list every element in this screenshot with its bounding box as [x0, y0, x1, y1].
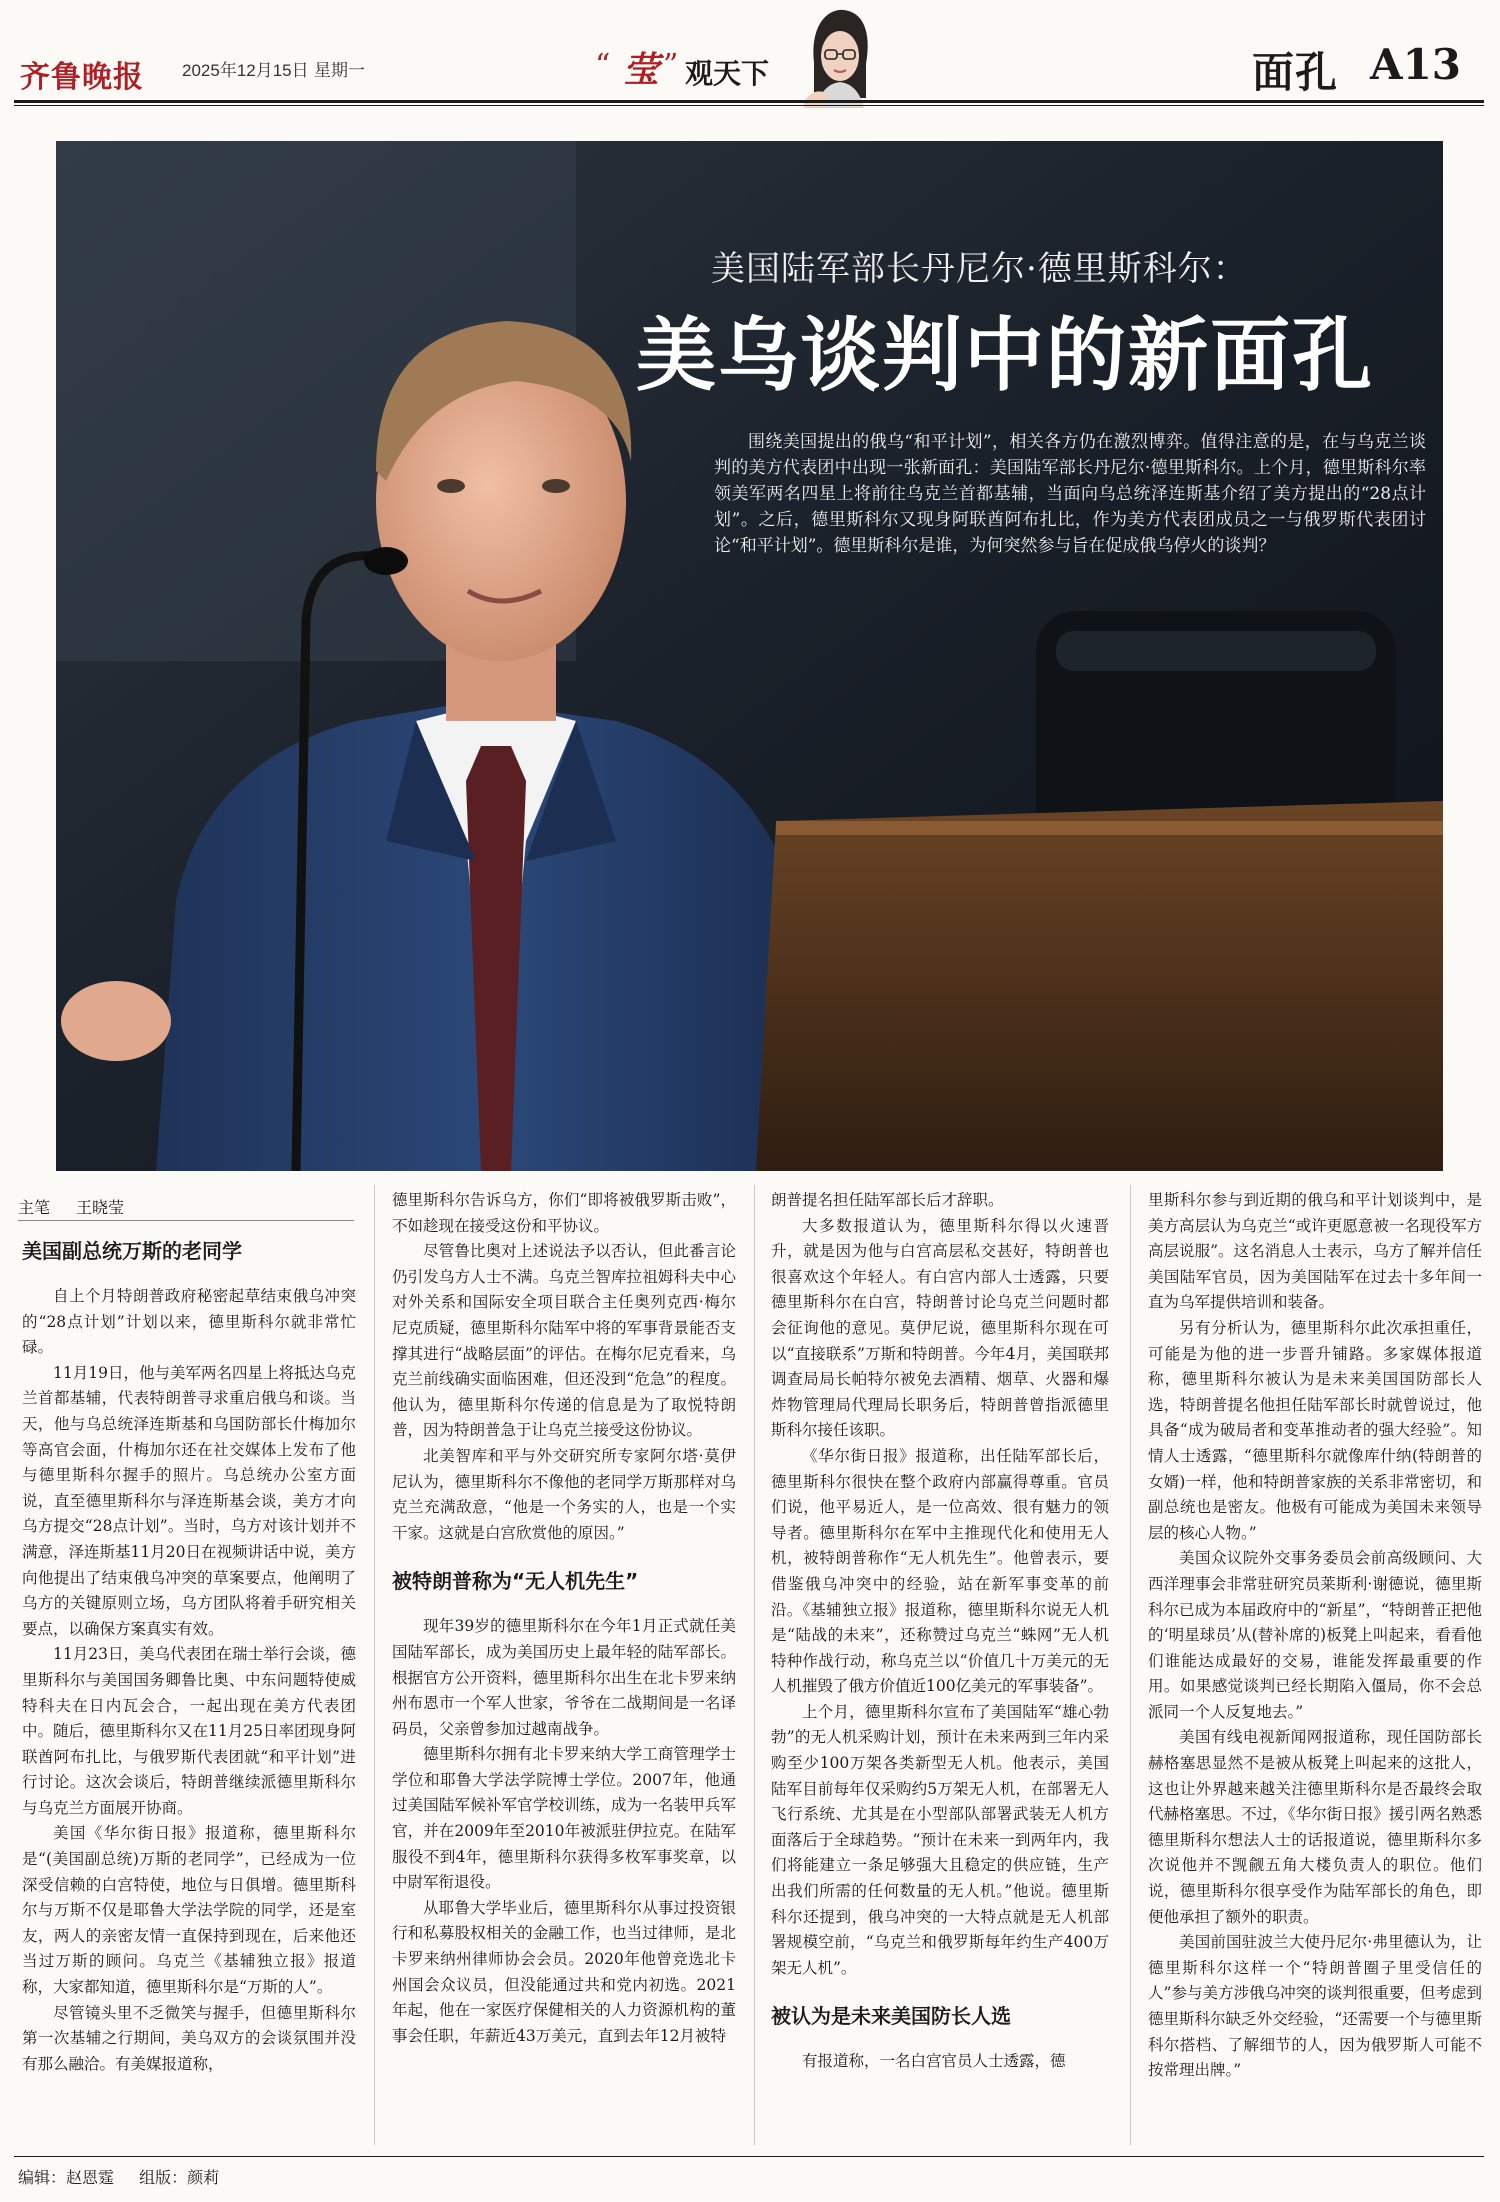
byline-name: 王晓莹 [76, 1198, 125, 1217]
paragraph: 朗普提名担任陆军部长后才辞职。 [771, 1191, 1004, 1209]
paragraph: 尽管鲁比奥对上述说法予以否认，但此番言论仍引发乌方人士不满。乌克兰智库拉祖姆科夫中心对外关系和国际安全项目联合主任奥列克西·梅尔尼克质疑，德里斯科尔陆军中将的军事背景能否支撑其进行“战略层面”的评估。在梅尔尼克看来，乌克兰前线确实面临困难，但还没到“危急”的程度。他认为，德里斯科尔传递的信息是为了取悦特朗普，因为特朗普急于让乌克兰接受这份协议。 [392, 1242, 736, 1440]
paragraph: 另有分析认为，德里斯科尔此次承担重任，可能是为他的进一步晋升铺路。多家媒体报道称，德里斯科尔被认为是未来美国国防部长人选，特朗普提名他担任陆军部长时就曾说过，他具备“成为破局者和变革推动者的强大经验”。知情人士透露，“德里斯科尔就像库什纳(特朗普的女婿)一样，他和特朗普家族的关系非常密切，和副总统也是密友。他极有可能成为美国未来领导层的核心人物。” [1148, 1318, 1482, 1542]
columnist-portrait [800, 2, 880, 108]
subheading: 被特朗普称为“无人机先生” [392, 1569, 639, 1594]
hero-lead: 围绕美国提出的俄乌“和平计划”，相关各方仍在激烈博弈。值得注意的是，在与乌克兰谈判的美方代表团中出现一张新面孔：美国陆军部长丹尼尔·德里斯科尔。上个月，德里斯科尔率领美军两名四星上将前往乌克兰首都基辅，当面向乌总统泽连斯基介绍了美方提出的“28点计划”。之后，德里斯科尔又现身阿联酋阿布扎比，作为美方代表团成员之一与俄罗斯代表团讨论“和平计划”。德里斯科尔是谁，为何突然参与旨在促成俄乌停火的谈判？ [714, 432, 1426, 556]
column-divider [374, 1185, 375, 2145]
masthead [0, 0, 1500, 112]
layout-credit: 组版：颜莉 [139, 2168, 220, 2187]
paragraph: 自上个月特朗普政府秘密起草结束俄乌冲突的“28点计划”计划以来，德里斯科尔就非常忙碌。 [22, 1287, 356, 1357]
page-number: A13 [1370, 40, 1462, 89]
column-brand [595, 42, 795, 90]
byline-role: 主笔 [18, 1198, 51, 1217]
column-brand-text: 观天下 [685, 57, 770, 90]
hero-kicker: 美国陆军部长丹尼尔·德里斯科尔： [711, 249, 1248, 289]
paragraph: 里斯科尔参与到近期的俄乌和平计划谈判中，是美方高层认为乌克兰“或许更愿意被一名现役军方高层说服”。这名消息人士表示，乌方了解并信任美国陆军官员，因为美国陆军在过去十多年间一直为乌军提供培训和装备。 [1148, 1191, 1482, 1312]
paragraph: 北美智库和平与外交研究所专家阿尔塔·莫伊尼认为，德里斯科尔不像他的老同学万斯那样对乌克兰充满敌意，“他是一个务实的人，也是一个实干家。这就是白宫欣赏他的原因。” [392, 1446, 736, 1542]
hero-photo [56, 141, 1443, 1171]
paragraph: 美国《华尔街日报》报道称，德里斯科尔是“(美国副总统)万斯的老同学”，已经成为一位深受信赖的白宫特使，地位与日俱增。德里斯科尔与万斯不仅是耶鲁大学法学院的同学，还是室友，两人的亲密友情一直保持到现在，后来他还当过万斯的顾问。乌克兰《基辅独立报》报道称，大家都知道，德里斯科尔是“万斯的人”。 [22, 1824, 356, 1997]
masthead-rule [14, 100, 1484, 103]
column-brand-char: 莹 [623, 49, 660, 91]
column-divider [1130, 1185, 1131, 2145]
footer-rule [14, 2156, 1484, 2157]
byline [18, 1193, 354, 1221]
article-column-2 [392, 1188, 736, 2049]
paragraph: 从耶鲁大学毕业后，德里斯科尔从事过投资银行和私募股权相关的金融工作，也当过律师，是北卡罗来纳州律师协会会员。2020年他曾竞选北卡州国会众议员，但没能通过共和党内初选。2021年起，他在一家医疗保健相关的人力资源机构的董事会任职，年薪近43万美元，直到去年12月被特 [392, 1898, 736, 2045]
paragraph: 上个月，德里斯科尔宣布了美国陆军“雄心勃勃”的无人机采购计划，预计在未来两到三年内采购至少100万架各类新型无人机。他表示，美国陆军目前每年仅采购约5万架无人机，在部署无人飞行系统、尤其是在小型部队部署武装无人机方面落后于全球趋势。“预计在未来一到两年内，我们将能建立一条足够强大且稳定的供应链，生产出我们所需的任何数量的无人机。”他说。德里斯科尔还提到，俄乌冲突的一大特点就是无人机部署规模空前，“乌克兰和俄罗斯每年约生产400万架无人机”。 [771, 1702, 1109, 1977]
paragraph: 大多数报道认为，德里斯科尔得以火速晋升，就是因为他与白宫高层私交甚好，特朗普也很喜欢这个年轻人。有白宫内部人士透露，只要德里斯科尔在白宫，特朗普讨论乌克兰问题时都会征询他的意见。莫伊尼说，德里斯科尔现在可以“直接联系”万斯和特朗普。今年4月，美国联邦调查局局长帕特尔被免去酒精、烟草、火器和爆炸物管理局代理局长职务后，特朗普曾指派德里斯科尔接任该职。 [771, 1216, 1109, 1440]
issue-weekday: 星期一 [314, 61, 365, 80]
paragraph: 美国有线电视新闻网报道称，现任国防部长赫格塞思显然不是被从板凳上叫起来的这批人，这也让外界越来越关注德里斯科尔是否最终会取代赫格塞思。不过，《华尔街日报》援引两名熟悉德里斯科尔想法人士的话报道说，德里斯科尔多次说他并不觊觎五角大楼负责人的职位。他们说，德里斯科尔很享受作为陆军部长的角色，即便他承担了额外的职责。 [1148, 1728, 1482, 1926]
paragraph: 美国前国驻波兰大使丹尼尔·弗里德认为，让德里斯科尔这样一个“特朗普圈子里受信任的人”参与美方涉俄乌冲突的谈判很重要，但考虑到德里斯科尔缺乏外交经验，“还需要一个与德里斯科尔搭档、了解细节的人，因为俄罗斯人可能不按常理出牌。” [1148, 1933, 1482, 2080]
column-divider [754, 1185, 755, 2145]
paragraph: 有报道称，一名白宫官员人士透露，德 [802, 2052, 1066, 2071]
subheading: 美国副总统万斯的老同学 [22, 1239, 242, 1263]
article-column-3 [771, 1188, 1109, 2075]
paragraph: 11月19日，他与美军两名四星上将抵达乌克兰首都基辅，代表特朗普寻求重启俄乌和谈。当天，他与乌总统泽连斯基和乌国防部长什梅加尔等高官会面，什梅加尔还在社交媒体上发布了他与德里斯科尔握手的照片。乌总统办公室方面说，直至德里斯科尔与泽连斯基会谈，美方才向乌方提交“28点计划”。当时，乌方对该计划并不满意，泽连斯基11月20日在视频讲话中说，美方向他提出了结束俄乌冲突的草案要点，他阐明了乌方的关键原则立场，乌方团队将着手研究相关要点，以确保方案真实有效。 [22, 1363, 356, 1638]
article-column-4 [1148, 1188, 1482, 2084]
paragraph: 《华尔街日报》报道称，出任陆军部长后，德里斯科尔很快在整个政府内部赢得尊重。官员们说，他平易近人，是一位高效、很有魅力的领导者。德里斯科尔在军中主推现代化和使用无人机，被特朗普称作“无人机先生”。他曾表示，要借鉴俄乌冲突中的经验，站在新军事变革的前沿。《基辅独立报》报道称，德里斯科尔说无人机是“陆战的未来”，还称赞过乌克兰“蛛网”无人机特种作战行动，称乌克兰以“价值几十万美元的无人机摧毁了俄方价值近100亿美元的军事装备”。 [771, 1446, 1109, 1696]
section-label: 面孔 [1252, 48, 1339, 97]
newspaper-logo: 齐鲁晚报 [20, 60, 144, 95]
paragraph: 德里斯科尔告诉乌方，你们“即将被俄罗斯击败”，不如趁现在接受这份和平协议。 [392, 1191, 736, 1235]
paragraph: 德里斯科尔拥有北卡罗来纳大学工商管理学士学位和耶鲁大学法学院博士学位。2007年，他通过美国陆军候补军官学校训练，成为一名装甲兵军官，并在2009年至2010年被派驻伊拉克。在陆军服役不到4年，德里斯科尔获得多枚军事奖章，以中尉军衔退役。 [392, 1745, 736, 1892]
paragraph: 尽管镜头里不乏微笑与握手，但德里斯科尔第一次基辅之行期间，美乌双方的会谈氛围并没有那么融洽。有美媒报道称， [22, 2003, 356, 2073]
column-brand-quote-close: ” [663, 48, 679, 83]
masthead-rule-thin [14, 105, 1484, 106]
editor-credit: 编辑：赵恩霆 [18, 2168, 115, 2187]
subheading: 被认为是未来美国防长人选 [771, 2004, 1011, 2029]
paragraph: 现年39岁的德里斯科尔在今年1月正式就任美国陆军部长，成为美国历史上最年轻的陆军部长。根据官方公开资料，德里斯科尔出生在北卡罗来纳州布恩市一个军人世家，爷爷在二战期间是一名译码员，父亲曾参加过越南战争。 [392, 1617, 736, 1738]
article-column-1 [22, 1236, 356, 2077]
paragraph: 美国众议院外交事务委员会前高级顾问、大西洋理事会非常驻研究员莱斯利·谢德说，德里斯科尔已成为本届政府中的“新星”，“特朗普正把他的‘明星球员’从(替补席的)板凳上叫起来，看看他们谁能达成最好的交易，谁能发挥最重要的作用。如果感觉谈判已经长期陷入僵局，你不会总派同一个人反复地去。” [1148, 1549, 1482, 1721]
column-brand-quote-open: “ [595, 48, 611, 83]
footer-credits [18, 2165, 239, 2188]
hero-title: 美乌谈判中的新面孔 [636, 308, 1374, 402]
paragraph: 11月23日，美乌代表团在瑞士举行会谈，德里斯科尔与美国国务卿鲁比奥、中东问题特使威特科夫在日内瓦会合，一起出现在美方代表团中。随后，德里斯科尔又在11月25日率团现身阿联酋阿布扎比，与俄罗斯代表团就“和平计划”进行讨论。这次会谈后，特朗普继续派德里斯科尔与乌克兰方面展开协商。 [22, 1645, 356, 1817]
issue-date: 2025年12月15日 [182, 61, 309, 80]
